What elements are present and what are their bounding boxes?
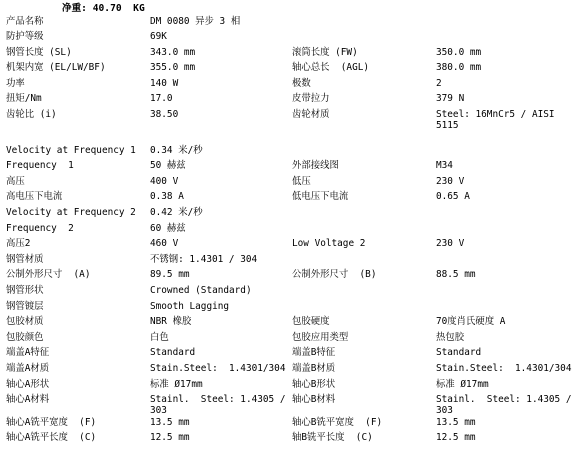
spec-row [6,316,575,332]
spec-value: 13.5 mm [150,416,190,428]
spec-label-2: 公制外形尺寸 (B) [292,269,377,281]
spec-label: 钢管长度 (SL) [6,46,72,58]
spec-value-2: Steel: 16MnCr5 / AISI 5115 [436,109,561,132]
spec-row [6,394,575,417]
spec-label: 轴心A铣平长度 (C) [6,432,97,444]
spec-row [6,301,575,317]
spec-value-2 [436,145,575,161]
spec-label-2: 齿轮材质 [292,109,330,121]
spec-value-2: M34 [436,160,453,172]
spec-value-2: 2 [436,77,442,89]
spec-value-2: Standard [436,347,482,359]
spec-row [6,145,575,161]
spec-value-2 [436,285,575,301]
spec-value-2: 热包胶 [436,331,465,343]
spec-label: 功率 [6,77,25,89]
spec-label-2: 轴心B材料 [292,394,336,406]
spec-value-2: 13.5 mm [436,416,476,428]
spec-label-2 [292,223,436,239]
spec-row [6,285,575,301]
spec-label-2: 端盖B材质 [292,362,336,374]
spec-label: 端盖A材质 [6,362,50,374]
spec-value-2: 70度肖氏硬度 A [436,316,506,328]
spec-row [6,176,575,192]
spec-label-2 [292,285,436,301]
spec-value: 60 赫兹 [150,222,186,234]
spec-value: Stainl. Steel: 1.4305 / 303 [150,394,292,417]
spec-row [6,62,575,78]
spec-value: Standard [150,347,196,359]
spec-row [6,417,575,433]
spec-label: 端盖A特征 [6,347,50,359]
spec-label: 包胶材质 [6,316,44,328]
spec-label-2: 包胶硬度 [292,316,330,328]
spec-row [6,347,575,363]
spec-label-2 [292,145,436,161]
spec-value: 400 V [150,175,179,187]
spec-label-2 [292,132,436,145]
spec-value: 标准 Ø17mm [150,378,203,390]
spec-value: 0.38 A [150,191,184,203]
spec-value: 69K [150,31,167,43]
spec-row [6,132,575,145]
spec-row [6,191,575,207]
spec-value: 140 W [150,77,179,89]
spec-table [6,15,578,448]
spec-label-2: Low Voltage 2 [292,238,366,250]
spec-label-2: 极数 [292,77,311,89]
spec-row [6,16,575,32]
spec-value: 不锈钢: 1.4301 / 304 [150,253,258,265]
spec-row [6,109,575,132]
spec-value-2: Stain.Steel: 1.4301/304 [436,362,572,374]
spec-value-2: 379 N [436,93,465,105]
spec-value-2: 230 V [436,238,465,250]
spec-value: 343.0 mm [150,46,196,58]
spec-label-2: 皮带拉力 [292,93,330,105]
spec-value-2: 12.5 mm [436,432,476,444]
spec-value: 355.0 mm [150,62,196,74]
spec-value: NBR 橡胶 [150,316,192,328]
spec-value-2: 230 V [436,175,465,187]
spec-label: Velocity at Frequency 1 [6,144,136,156]
spec-value-2: 0.65 A [436,191,470,203]
spec-row [6,254,575,270]
spec-value: Stain.Steel: 1.4301/304 [150,362,286,374]
spec-value: 38.50 [150,109,179,121]
spec-value: 0.42 米/秒 [150,207,203,218]
spec-value-2: Stainl. Steel: 1.4305 / 303 [436,394,578,417]
spec-label-2 [292,16,436,32]
spec-label: 轴心A形状 [6,378,50,390]
spec-label: 包胶颜色 [6,331,44,343]
spec-label: 产品名称 [6,15,44,27]
spec-value-2 [436,132,575,145]
spec-row [6,432,575,448]
spec-row [6,223,575,239]
spec-value-2 [436,254,575,270]
spec-value: DM 0080 异步 3 相 [150,15,241,27]
spec-value-2: 380.0 mm [436,62,482,74]
spec-value-2 [436,31,575,47]
spec-value: 白色 [150,331,169,343]
spec-label-2: 轴心B铣平宽度 (F) [292,416,383,428]
spec-value-2: 标准 Ø17mm [436,378,489,390]
spec-row [6,47,575,63]
spec-label-2: 轴心B形状 [292,378,336,390]
spec-row [6,379,575,395]
spec-label: 钢管镀层 [6,300,44,312]
spec-label-2: 外部接线图 [292,160,339,172]
spec-label: Frequency 1 [6,160,74,172]
spec-value: 89.5 mm [150,269,190,281]
spec-label-2: 包胶应用类型 [292,331,349,343]
spec-value-2 [436,223,575,239]
spec-table-body [6,15,578,448]
spec-label-2: 轴心总长 (AGL) [292,62,370,74]
net-weight-label: 净重: 40.70 KG [62,3,145,14]
spec-label: 齿轮比 (i) [6,109,57,121]
spec-label: 轴心A材料 [6,394,50,406]
spec-label-2: 低电压下电流 [292,191,349,203]
spec-row [6,332,575,348]
spec-value: 0.34 米/秒 [150,144,203,156]
spec-value-2 [436,207,575,223]
spec-row [6,363,575,379]
spec-label-2 [292,207,436,223]
spec-value: 17.0 [150,93,173,105]
spec-label-2: 滚筒长度 (FW) [292,46,358,58]
spec-label: 高电压下电流 [6,191,63,203]
spec-row [6,78,575,94]
spec-label: 高压 [6,175,25,187]
spec-value-2 [436,301,575,317]
spec-value: 12.5 mm [150,432,190,444]
spec-label: 钢管形状 [6,284,44,296]
spec-label: 扭矩/Nm [6,93,42,105]
spec-value: 50 赫兹 [150,160,186,172]
spec-label: 轴心A铣平宽度 (F) [6,416,97,428]
spec-label-2: 端盖B特征 [292,347,336,359]
spec-value-2 [436,16,575,32]
spec-row [6,93,575,109]
spec-value: Crowned (Standard) [150,284,252,296]
spec-label-2 [292,31,436,47]
spec-label: 钢管材质 [6,253,44,265]
spec-value: Smooth Lagging [150,300,230,312]
spec-row [6,269,575,285]
spec-label: 公制外形尺寸 (A) [6,269,91,281]
spec-label [6,132,150,145]
spec-label: 防护等级 [6,31,44,43]
spec-value [150,132,292,145]
spec-row [6,31,575,47]
spec-row [6,238,575,254]
spec-label-2 [292,254,436,270]
spec-label-2 [292,301,436,317]
spec-label: 高压2 [6,238,31,250]
spec-label-2: 低压 [292,175,311,187]
spec-row [6,207,575,223]
spec-label-2: 轴B铣平长度 (C) [292,432,373,444]
spec-label: Velocity at Frequency 2 [6,207,136,218]
spec-value-2: 88.5 mm [436,269,476,281]
spec-value: 460 V [150,238,179,250]
spec-label: 机架内宽 (EL/LW/BF) [6,62,106,74]
spec-label: Frequency 2 [6,222,74,234]
spec-value-2: 350.0 mm [436,46,482,58]
spec-row [6,160,575,176]
